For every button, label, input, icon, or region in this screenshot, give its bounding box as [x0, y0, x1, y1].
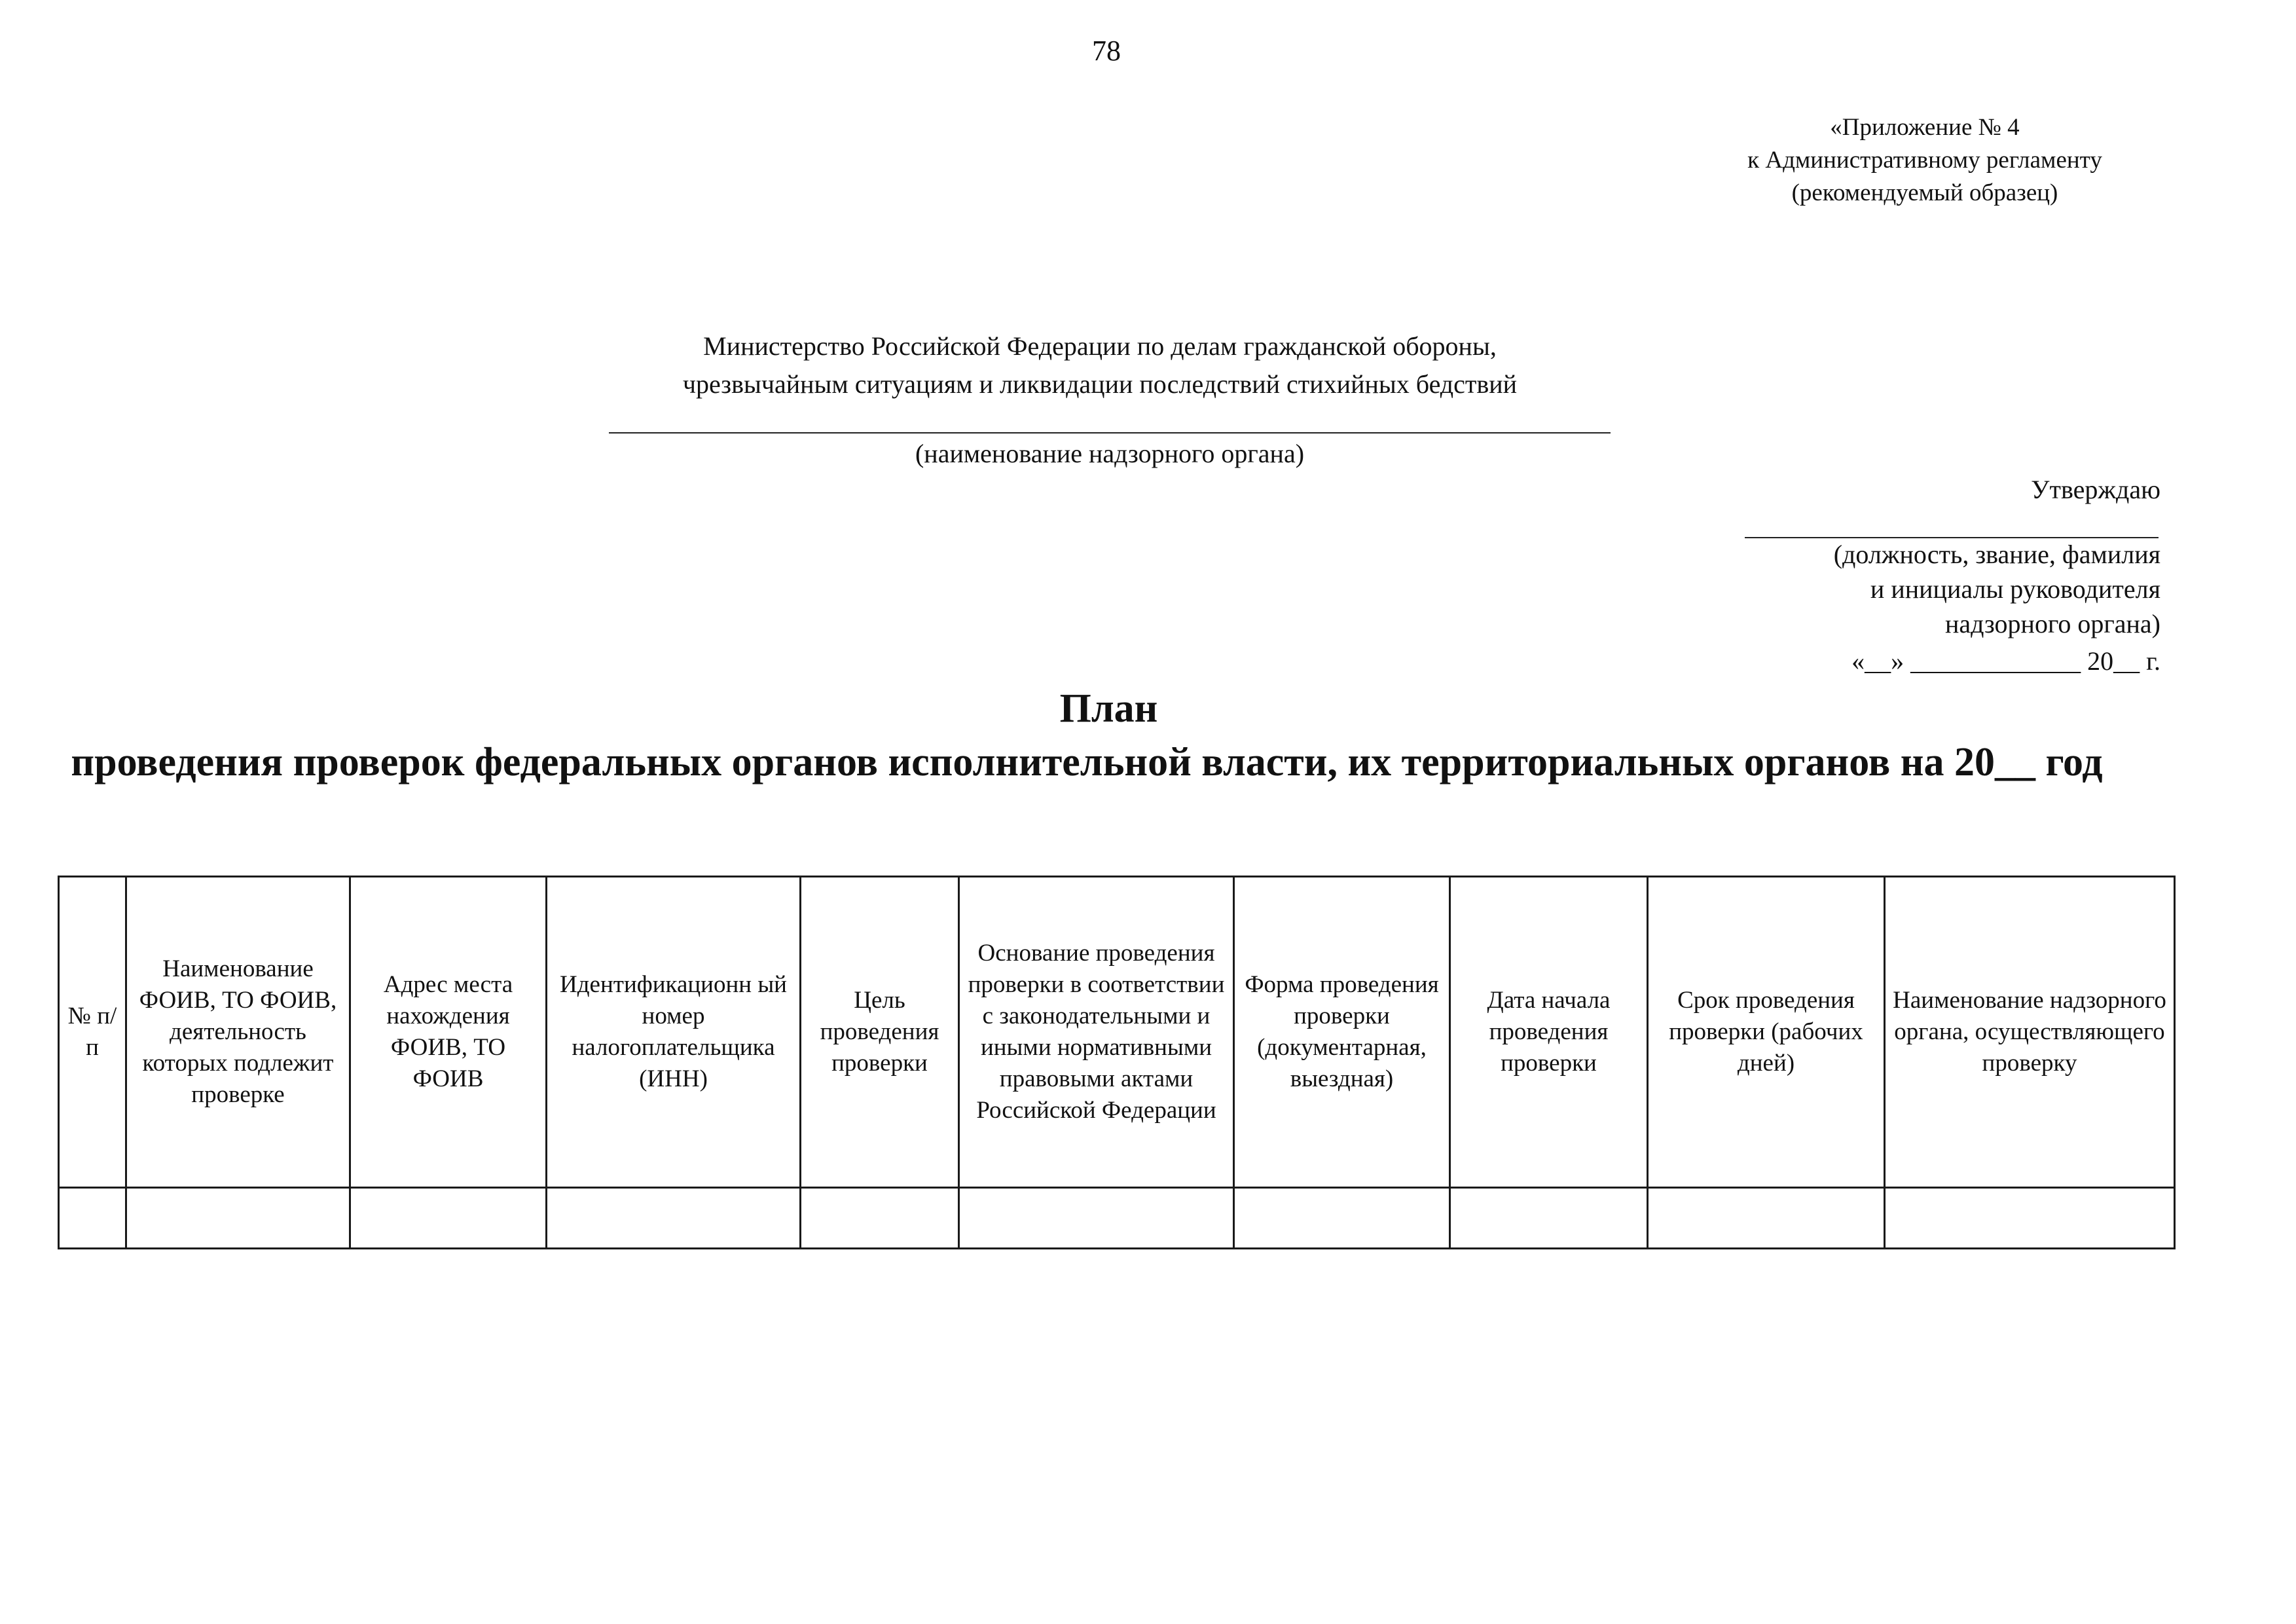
ministry-line-2: чрезвычайным ситуациям и ликвидации последствий стихийных бедствий [682, 369, 1518, 399]
header-duration: Срок проведения проверки (рабочих дней) [1648, 877, 1885, 1188]
table-cell-empty [126, 1188, 350, 1249]
page-number: 78 [1092, 35, 1121, 67]
header-foiv-address: Адрес места нахождения ФОИВ, ТО ФОИВ [350, 877, 547, 1188]
header-start-date: Дата начала проведения проверки [1450, 877, 1648, 1188]
table-cell-empty [350, 1188, 547, 1249]
table-cell-empty [1885, 1188, 2175, 1249]
approval-label: Утверждаю [2031, 475, 2160, 504]
header-supervisory-authority: Наименование надзорного органа, осуществляющего проверку [1885, 877, 2175, 1188]
header-foiv-name: Наименование ФОИВ, ТО ФОИВ, деятельность которых подлежит проверке [126, 877, 350, 1188]
approver-caption-line-1: (должность, звание, фамилия [1833, 540, 2160, 569]
authority-name-caption: (наименование надзорного органа) [915, 439, 1305, 468]
table-cell-empty [59, 1188, 126, 1249]
header-row-number: № п/п [59, 877, 126, 1188]
appendix-line-1: «Приложение № 4 [1830, 114, 2020, 141]
appendix-line-2: к Административному регламенту [1747, 147, 2102, 174]
table-cell-empty [1234, 1188, 1450, 1249]
header-inn: Идентификационн ый номер налогоплательщика (ИНН) [547, 877, 801, 1188]
table-cell-empty [959, 1188, 1234, 1249]
table-cell-empty [1450, 1188, 1648, 1249]
approval-date-line: «__» _____________ 20__ г. [1851, 646, 2160, 676]
table-header-row [59, 877, 2175, 1188]
header-legal-basis: Основание проведения проверки в соответствии с законодательными и иными нормативными правовыми актами Российской Федерации [959, 877, 1234, 1188]
table-cell-empty [547, 1188, 801, 1249]
plan-title: План [1059, 686, 1158, 731]
table-cell-empty [801, 1188, 959, 1249]
approver-caption-line-2: и инициалы руководителя [1870, 574, 2160, 604]
appendix-line-3: (рекомендуемый образец) [1791, 179, 2058, 206]
header-inspection-purpose: Цель проведения проверки [801, 877, 959, 1188]
inspection-plan-table [58, 876, 2176, 1249]
table-row [59, 1188, 2175, 1249]
appendix-reference [1669, 111, 2180, 210]
ministry-name [589, 327, 1611, 403]
ministry-line-1: Министерство Российской Федерации по делам гражданской обороны, [703, 331, 1497, 361]
header-inspection-form: Форма проведения проверки (документарная, выездная) [1234, 877, 1450, 1188]
authority-name-blank-line [609, 432, 1611, 434]
approver-caption [1637, 537, 2160, 641]
plan-subtitle: проведения проверок федеральных органов исполнительной власти, их территориальных органов на 20__ год [71, 740, 2103, 784]
approver-caption-line-3: надзорного органа) [1944, 609, 2160, 638]
table-cell-empty [1648, 1188, 1885, 1249]
